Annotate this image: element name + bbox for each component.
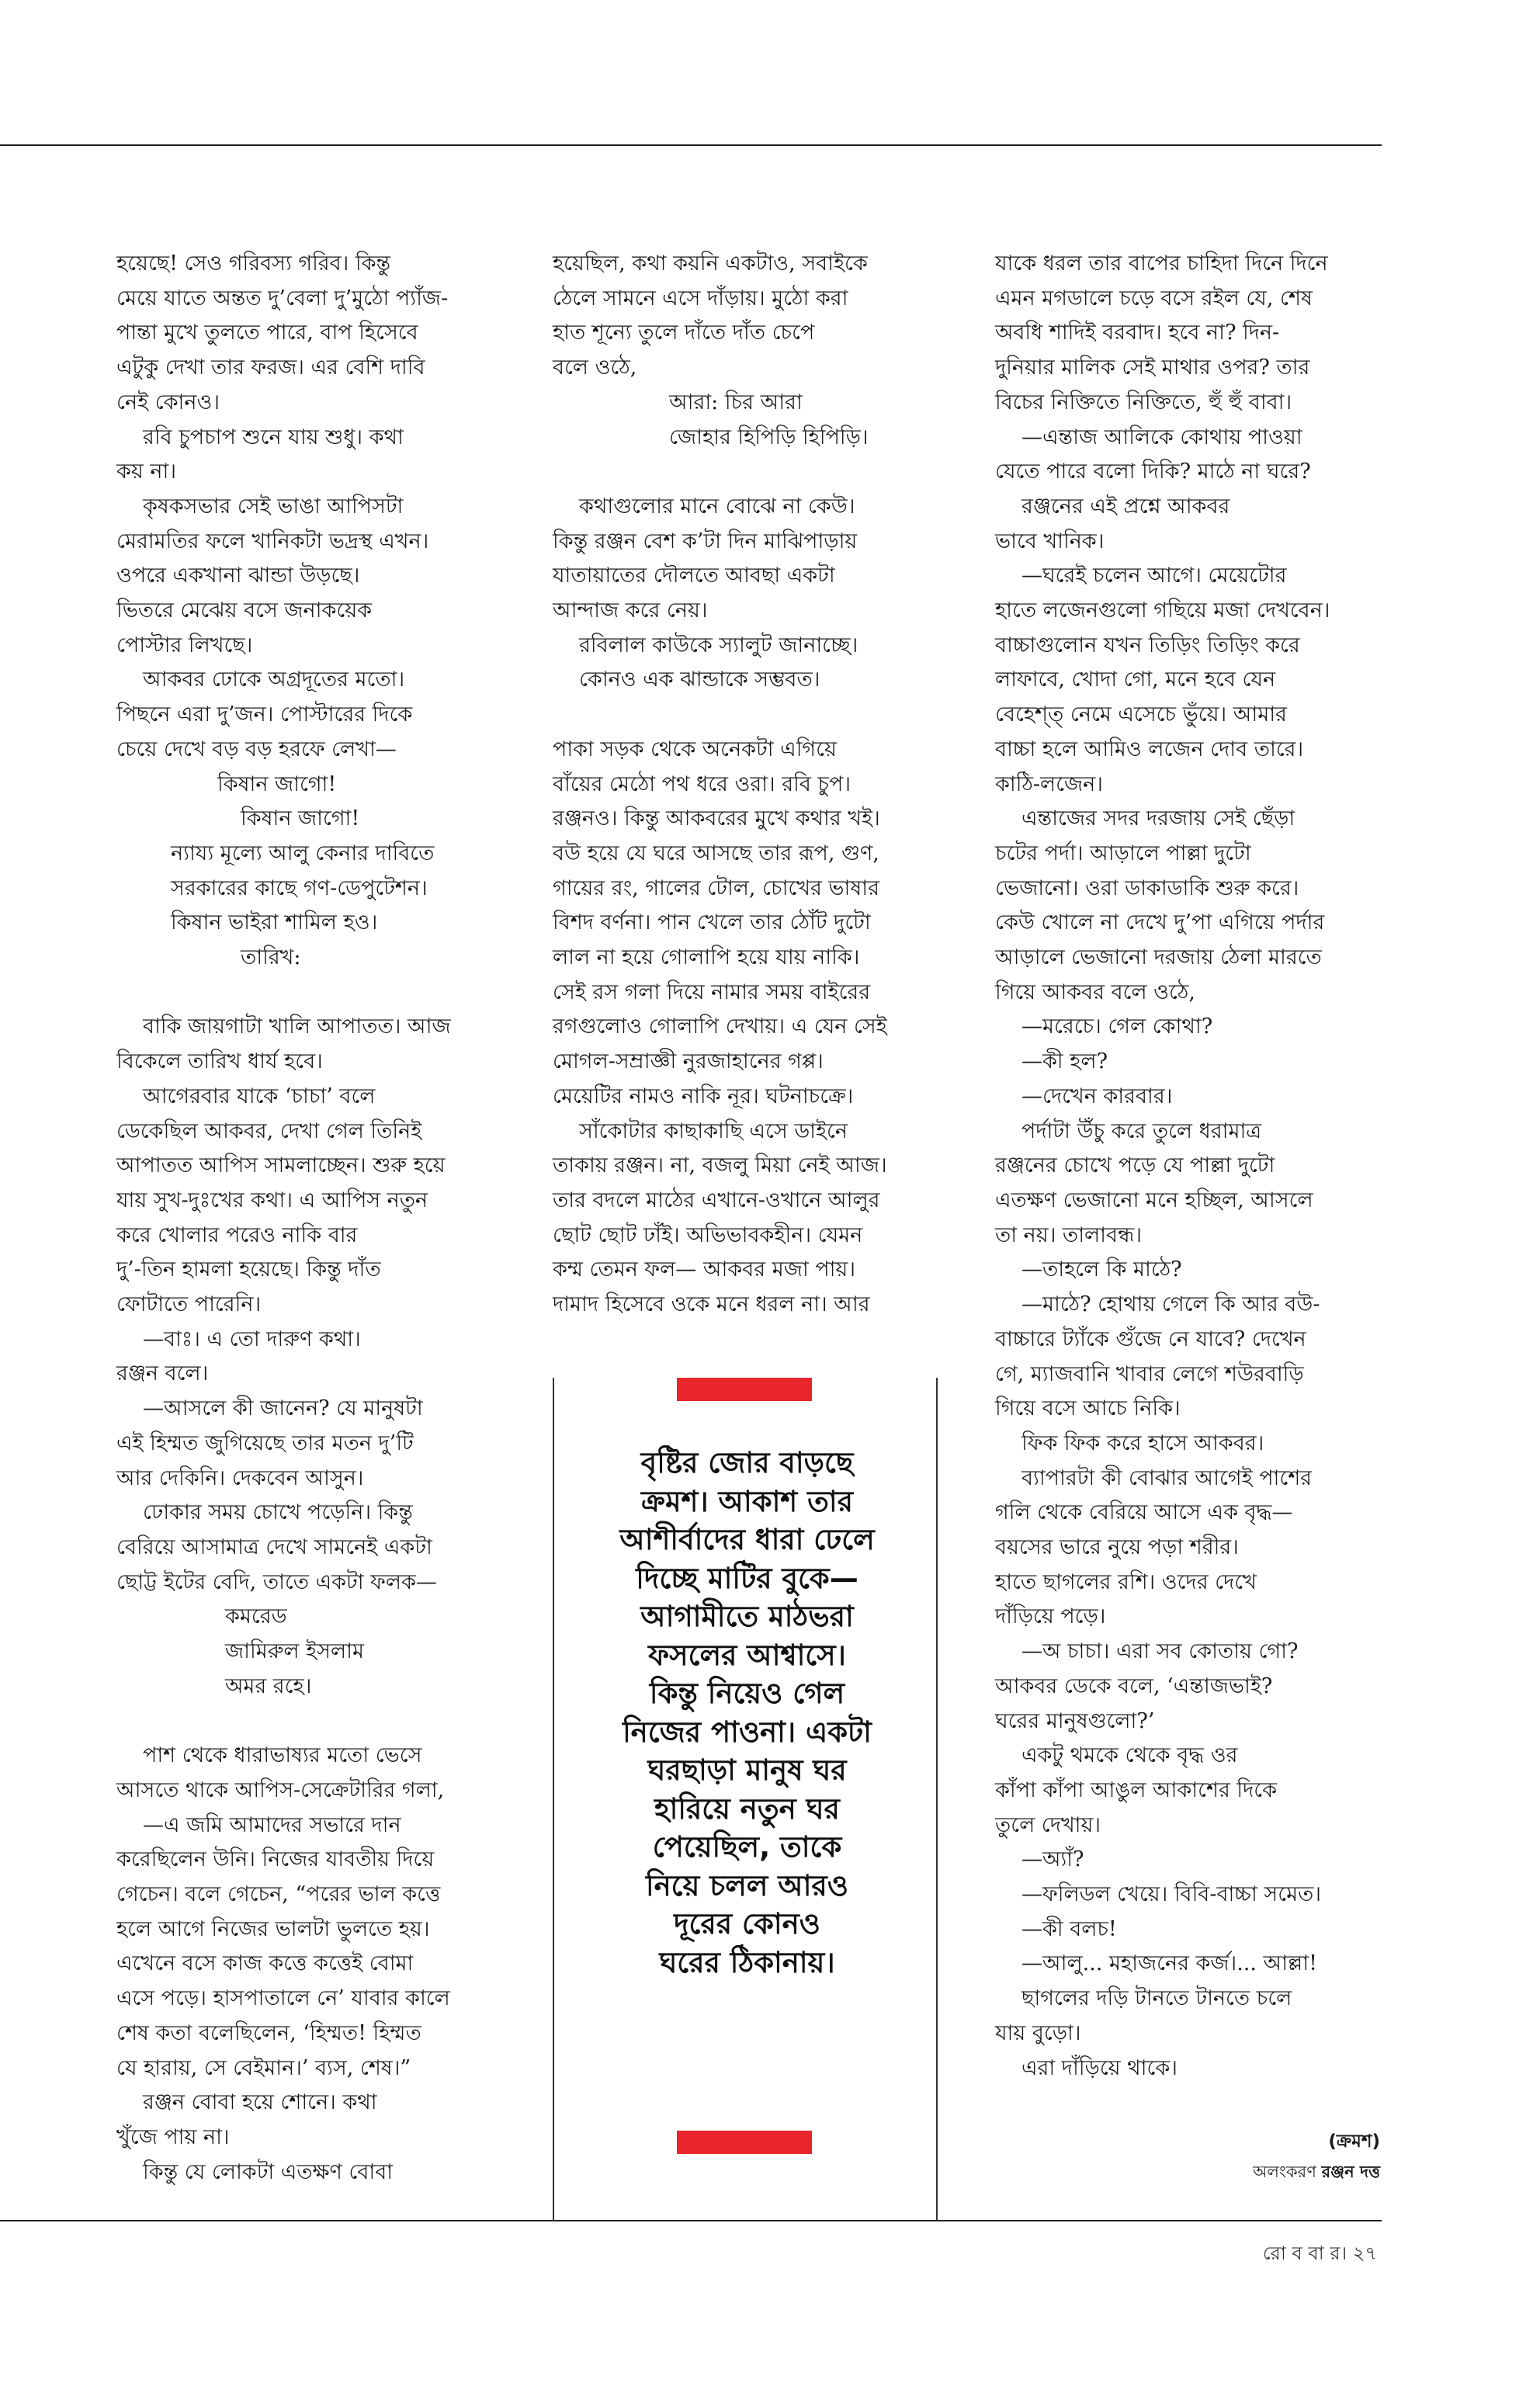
column-divider-right	[936, 1378, 938, 2220]
text-line: এরা দাঁড়িয়ে থাকে।	[1021, 2055, 1178, 2080]
text-line: বেরিয়ে আসামাত্র দেখে সামনেই একটা	[116, 1535, 432, 1559]
text-line: অবধি শাদিই বরবাদ। হবে না? দিন-	[995, 321, 1280, 345]
text-line: রঞ্জনের চোখে পড়ে যে পাল্লা দুটো	[995, 1153, 1275, 1178]
text-line: ডেকেছিল আকবর, দেখা গেল তিনিই	[116, 1118, 422, 1143]
text-line: সাঁকোটার কাছাকাছি এসে ডাইনে	[579, 1118, 848, 1143]
text-line: মোগল-সম্রাজ্ঞী নুরজাহানের গপ্প।	[553, 1049, 824, 1074]
text-line: —তাহলে কি মাঠে?	[1021, 1257, 1182, 1282]
text-line: রঞ্জন বোবা হয়ে শোনে। কথা	[143, 2090, 377, 2115]
text-line: আগেরবার যাকে ‘চাচা’ বলে	[143, 1084, 376, 1108]
continued-label: (ক্রমশ)	[1328, 2131, 1380, 2152]
text-line: —আলু... মহাজনের কর্জ।... আল্লা!	[1021, 1951, 1317, 1976]
text-line: রবিলাল কাউকে স্যালুট জানাচ্ছে।	[579, 633, 858, 657]
text-line: ফোটাতে পারেনি।	[116, 1292, 262, 1317]
text-line: ভিতরে মেঝেয় বসে জনাকয়েক	[116, 598, 373, 623]
text-line: কয় না।	[116, 460, 176, 484]
pullquote-line: আশীর্বাদের ধারা ঢেলে	[619, 1523, 875, 1556]
paragraph-gap	[116, 1705, 536, 1739]
pullquote-line: দূরের কোনও	[674, 1907, 820, 1940]
text-line: শেষ কতা বলেছিলেন, ‘হিম্মত! হিম্মত	[116, 2020, 421, 2045]
text-line: হাত শূন্যে তুলে দাঁতে দাঁত চেপে	[553, 321, 815, 345]
text-line: আকবর ডেকে বলে, ‘এন্তাজভাই?	[995, 1673, 1273, 1698]
text-line: অমর রহে।	[225, 1673, 312, 1698]
text-line: তাকায় রঞ্জন। না, বজলু মিয়া নেই আজ।	[553, 1153, 887, 1178]
text-line: —বাঃ। এ তো দারুণ কথা।	[143, 1327, 361, 1351]
text-line: বলে ওঠে,	[553, 355, 637, 380]
page-folio: রো ব বা র। ২৭	[1262, 2242, 1377, 2264]
text-line: যে হারায়, সে বেইমান।’ ব্যস, শেষ।”	[116, 2055, 411, 2080]
text-line: —ঘরেই চলেন আগে। মেয়েটোর	[1021, 564, 1287, 588]
text-line: গে, ম্যাজবানি খাবার লেগে শউরবাড়ি	[995, 1361, 1304, 1386]
text-line: —অ্যাঁ?	[1021, 1847, 1084, 1872]
text-column-1	[116, 247, 536, 2190]
text-line: মেয়ে যাতে অন্তত দু’বেলা দু’মুঠো প্যাঁজ-	[116, 286, 449, 310]
text-line: জোহার হিপিড়ি হিপিড়ি।	[669, 425, 869, 449]
text-line: ব্যাপারটা কী বোঝার আগেই পাশের	[1021, 1465, 1313, 1490]
text-line: পাকা সড়ক থেকে অনেকটা এগিয়ে	[553, 737, 837, 761]
text-line: দামাদ হিসেবে ওকে মনে ধরল না। আর	[553, 1292, 870, 1317]
text-line: দু’-তিন হামলা হয়েছে। কিন্তু দাঁত	[116, 1257, 381, 1282]
text-line: তুলে দেখায়।	[995, 1812, 1101, 1837]
text-line: যাকে ধরল তার বাপের চাহিদা দিনে দিনে	[995, 251, 1328, 276]
pullquote-line: বৃষ্টির জোর বাড়ছে	[640, 1446, 854, 1479]
text-line: কম্ম তেমন ফল— আকবর মজা পায়।	[553, 1257, 855, 1282]
text-line: কাঁপা কাঁপা আঙুল আকাশের দিকে	[995, 1777, 1278, 1802]
top-rule	[0, 144, 1382, 146]
text-line: রবি চুপচাপ শুনে যায় শুধু। কথা	[143, 425, 404, 449]
pullquote-line: পেয়েছিল, তাকে	[652, 1830, 842, 1864]
text-line: তা নয়। তালাবন্ধ।	[995, 1223, 1143, 1247]
text-line: আর দেকিনি। দেকবেন আসুন।	[116, 1465, 364, 1490]
text-line: রঞ্জনও। কিন্তু আকবরের মুখে কথার খই।	[553, 806, 880, 831]
text-line: এখেনে বসে কাজ কত্তে কত্তেই বোমা	[116, 1951, 414, 1976]
text-line: যায় বুড়ো।	[995, 2020, 1081, 2045]
text-line: —মাঠে? হোথায় গেলে কি আর বউ-	[1021, 1292, 1320, 1317]
text-line: লাফাবে, খোদা গো, মনে হবে যেন	[995, 668, 1276, 692]
text-line: গিয়ে আকবর বলে ওঠে,	[995, 980, 1195, 1004]
text-line: বাকি জায়গাটা খালি আপাতত। আজ	[143, 1014, 451, 1039]
text-line: কাঠি-লজেন।	[995, 772, 1103, 796]
text-line: বেহেশ্‌ত্‌ নেমে এসেচে ভুঁয়ে। আমার	[995, 702, 1287, 727]
text-line: —দেখেন কারবার।	[1021, 1084, 1173, 1108]
bottom-rule	[0, 2220, 1382, 2221]
text-line: বিকেলে তারিখ ধার্য হবে।	[116, 1049, 323, 1074]
text-line: বাঁয়ের মেঠো পথ ধরে ওরা। রবি চুপ।	[553, 772, 852, 796]
pullquote-line: নিজের পাওনা। একটা	[623, 1715, 872, 1749]
text-line: —ফলিডল খেয়ে। বিবি-বাচ্চা সমেত।	[1021, 1882, 1321, 1907]
text-line: —মরেচে। গেল কোথা?	[1021, 1014, 1213, 1039]
text-line: পোস্টার লিখছে।	[116, 633, 253, 657]
text-column-2	[553, 247, 941, 1323]
text-line: কেউ খোলে না দেখে দু’পা এগিয়ে পর্দার	[995, 910, 1325, 935]
text-line: বউ হয়ে যে ঘরে আসছে তার রূপ, গুণ,	[553, 841, 879, 865]
paragraph-gap	[553, 455, 941, 490]
pullquote-line: হারিয়ে নতুন ঘর	[654, 1791, 840, 1826]
text-line: ফিক ফিক করে হাসে আকবর।	[1021, 1431, 1264, 1455]
text-line: রঞ্জনের এই প্রশ্নে আকবর	[1021, 494, 1230, 518]
pullquote-top-bar	[677, 1378, 812, 1401]
text-line: যাতায়াতের দৌলতে আবছা একটা	[553, 564, 835, 588]
text-line: বাচ্চা হলে আমিও লজেন দোব তারে।	[995, 737, 1304, 761]
text-line: চেয়ে দেখে বড় বড় হরফে লেখা—	[116, 737, 397, 761]
text-line: বিশদ বর্ণনা। পান খেলে তার ঠোঁট দুটো	[553, 910, 871, 935]
text-line: এটুকু দেখা তার ফরজ। এর বেশি দাবি	[116, 355, 425, 380]
text-line: মেয়েটির নামও নাকি নূর। ঘটনাচক্রে।	[553, 1084, 854, 1108]
text-line: এসে পড়ে। হাসপাতালে নে’ যাবার কালে	[116, 1986, 450, 2011]
text-line: ভাবে খানিক।	[995, 529, 1105, 553]
text-line: ছাগলের দড়ি টানতে টানতে চলে	[1021, 1986, 1292, 2011]
pullquote-line: দিচ্ছে মাটির বুকে—	[636, 1561, 858, 1595]
pullquote-line: আগামীতে মাঠভরা	[640, 1600, 854, 1633]
text-line: তার বদলে মাঠের এখানে-ওখানে আলুর	[553, 1188, 880, 1212]
pullquote-line: নিয়ে চলল আরও	[646, 1868, 848, 1902]
pullquote-bottom-bar	[677, 2131, 812, 2154]
text-line: রঞ্জন বলে।	[116, 1361, 209, 1386]
text-line: ন্যায্য মূল্যে আলু কেনার দাবিতে	[171, 841, 435, 865]
text-line: আসতে থাকে আপিস-সেক্রেটারির গলা,	[116, 1777, 445, 1802]
text-line: কৃষকসভার সেই ভাঙা আপিসটা	[143, 494, 404, 518]
text-line: সরকারের কাছে গণ-ডেপুটেশন।	[171, 876, 428, 900]
text-line: —আসলে কী জানেন? যে মানুষটা	[143, 1396, 423, 1421]
text-line: কিষান জাগো!	[217, 772, 337, 796]
text-line: ভেজানো। ওরা ডাকাডাকি শুরু করে।	[995, 876, 1299, 900]
text-line: খুঁজে পায় না।	[116, 2124, 230, 2149]
text-line: নেই কোনও।	[116, 390, 220, 414]
text-line: কথাগুলোর মানে বোঝে না কেউ।	[579, 494, 855, 518]
text-line: ঠেলে সামনে এসে দাঁড়ায়। মুঠো করা	[553, 286, 848, 310]
pullquote-line: ফসলের আশ্বাসে।	[648, 1638, 846, 1672]
text-line: কমরেড	[225, 1604, 287, 1629]
text-line: পর্দাটা উঁচু করে তুলে ধরামাত্র	[1021, 1118, 1262, 1143]
text-line: মেরামতির ফলে খানিকটা ভদ্রস্থ এখন।	[116, 529, 429, 553]
column-divider-left	[553, 1378, 554, 2220]
text-line: আন্দাজ করে নেয়।	[553, 598, 708, 623]
credit-name: রঞ্জন দত্ত	[1321, 2162, 1380, 2181]
text-line: ছোট ছোট ঢাঁই। অভিভাবকহীন। যেমন	[553, 1223, 863, 1247]
text-line: গলি থেকে বেরিয়ে আসে এক বৃদ্ধ—	[995, 1500, 1293, 1525]
text-line: রগগুলোও গোলাপি দেখায়। এ যেন সেই	[553, 1014, 887, 1039]
text-line: —কী হল?	[1021, 1049, 1108, 1074]
text-line: হলে আগে নিজের ভালটা ভুলতে হয়।	[116, 1916, 430, 1941]
text-line: —কী বলচ!	[1021, 1916, 1117, 1941]
text-line: ঢোকার সময় চোখে পড়েনি। কিন্তু	[143, 1500, 413, 1525]
text-line: জামিরুল ইসলাম	[225, 1639, 364, 1664]
text-line: করে খোলার পরেও নাকি বার	[116, 1223, 358, 1247]
text-line: গেচেন। বলে গেচেন, “পরের ভাল কত্তে	[116, 1882, 441, 1907]
text-line: ওপরে একখানা ঝান্ডা উড়ছে।	[116, 564, 360, 588]
text-line: হাতে লজেনগুলো গছিয়ে মজা দেখবেন।	[995, 598, 1330, 623]
text-line: আরা: চির আরা	[669, 390, 803, 414]
text-line: আকবর ঢোকে অগ্রদূতের মতো।	[143, 668, 405, 692]
text-line: হয়েছিল, কথা কয়নি একটাও, সবাইকে	[553, 251, 868, 276]
text-line: যেতে পারে বলো দিকি? মাঠে না ঘরে?	[995, 460, 1311, 484]
text-line: —অ চাচা। এরা সব কোতায় গো?	[1021, 1639, 1299, 1664]
pull-quote	[559, 1444, 935, 1982]
text-line: —এন্তাজ আলিকে কোথায় পাওয়া	[1021, 425, 1302, 449]
text-line: চটের পর্দা। আড়ালে পাল্লা দুটো	[995, 841, 1251, 865]
text-line: বয়সের ভারে নুয়ে পড়া শরীর।	[995, 1535, 1239, 1560]
text-line: একটু থমকে থেকে বৃদ্ধ ওর	[1021, 1743, 1238, 1768]
text-line: পাশ থেকে ধারাভাষ্যর মতো ভেসে	[143, 1743, 422, 1768]
pullquote-line: কিন্তু নিয়েও গেল	[649, 1677, 845, 1710]
text-line: দাঁড়িয়ে পড়ে।	[995, 1604, 1106, 1629]
text-line: যায় সুখ-দুঃখের কথা। এ আপিস নতুন	[116, 1188, 428, 1212]
text-line: এতক্ষণ ভেজানো মনে হচ্ছিল, আসলে	[995, 1188, 1313, 1212]
text-line: হাতে ছাগলের রশি। ওদের দেখে	[995, 1569, 1257, 1594]
text-line: ছোট্ট ইটের বেদি, তাতে একটা ফলক—	[116, 1569, 437, 1594]
credit-label: অলংকরণ	[1253, 2162, 1316, 2181]
text-line: সেই রস গলা দিয়ে নামার সময় বাইরের	[553, 980, 871, 1004]
text-line: পিছনে এরা দু’জন। পোস্টারের দিকে	[116, 702, 413, 727]
text-line: এন্তাজের সদর দরজায় সেই ছেঁড়া	[1021, 806, 1295, 831]
text-line: হয়েছে! সেও গরিবস্য গরিব। কিন্তু	[116, 251, 391, 276]
text-line: কিষান ভাইরা শামিল হও।	[171, 910, 378, 935]
text-line: গিয়ে বসে আচে নিকি।	[995, 1396, 1181, 1421]
pullquote-line: ক্রমশ। আকাশ তার	[641, 1484, 853, 1518]
text-line: লাল না হয়ে গোলাপি হয়ে যায় নাকি।	[553, 945, 860, 970]
text-line: গায়ের রং, গালের টোল, চোখের ভাষার	[553, 876, 879, 900]
text-line: পান্তা মুখে তুলতে পারে, বাপ হিসেবে	[116, 321, 418, 345]
text-line: বাচ্চাগুলোন যখন তিড়িং তিড়িং করে	[995, 633, 1300, 657]
pullquote-line: ঘরছাড়া মানুষ ঘর	[647, 1753, 847, 1787]
text-line: আপাতত আপিস সামলাচ্ছেন। শুরু হয়ে	[116, 1153, 446, 1178]
paragraph-gap	[553, 698, 941, 733]
text-column-3	[995, 247, 1383, 2086]
text-line: দুনিয়ার মালিক সেই মাথার ওপর? তার	[995, 355, 1310, 380]
text-line: বাচ্চারে ট্যাঁকে গুঁজে নে যাবে? দেখেন	[995, 1327, 1306, 1351]
text-line: —এ জমি আমাদের সভারে দান	[143, 1812, 401, 1837]
paragraph-gap	[116, 976, 536, 1011]
text-line: বিচের নিক্তিতে নিক্তিতে, হুঁ হুঁ বাবা।	[995, 390, 1292, 414]
text-line: কিন্তু রঞ্জন বেশ ক’টা দিন মাঝিপাড়ায়	[553, 529, 858, 553]
text-line: আড়ালে ভেজানো দরজায় ঠেলা মারতে	[995, 945, 1322, 970]
text-line: ঘরের মানুষগুলো?’	[995, 1708, 1155, 1733]
text-line: এই হিম্মত জুগিয়েছে তার মতন দু’টি	[116, 1431, 414, 1455]
text-line: কিন্তু যে লোকটা এতক্ষণ বোবা	[143, 2159, 394, 2184]
text-line: কিষান জাগো!	[241, 806, 360, 831]
text-line: এমন মগডালে চড়ে বসে রইল যে, শেষ	[995, 286, 1313, 310]
text-line: তারিখ:	[241, 945, 301, 970]
text-line: করেছিলেন উনি। নিজের যাবতীয় দিয়ে	[116, 1847, 435, 1872]
pullquote-line: ঘরের ঠিকানায়।	[659, 1945, 835, 1979]
text-line: কোনও এক ঝান্ডাকে সম্ভবত।	[579, 668, 820, 692]
illustration-credit	[1253, 2159, 1380, 2187]
